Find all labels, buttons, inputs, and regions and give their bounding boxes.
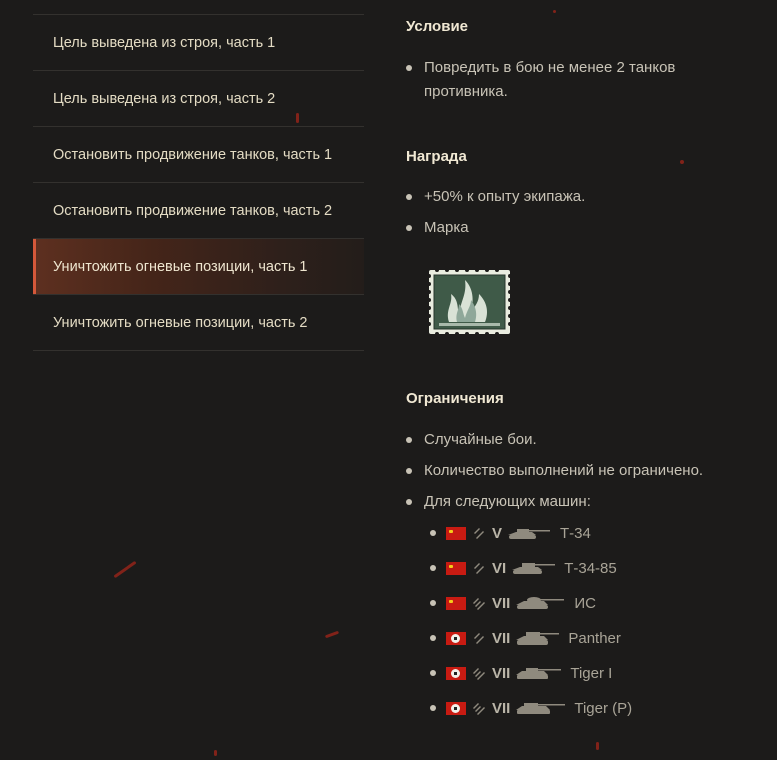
tank-silhouette-icon bbox=[514, 666, 562, 680]
tier-label: VI bbox=[492, 559, 507, 577]
tank-silhouette-icon bbox=[506, 526, 552, 540]
tier-label: VII bbox=[492, 664, 511, 682]
ember-decoration bbox=[553, 10, 556, 13]
medium-tank-class-icon bbox=[472, 525, 486, 541]
vehicle-row[interactable] bbox=[430, 593, 596, 613]
ember-decoration bbox=[214, 750, 217, 756]
ussr-flag-icon bbox=[446, 597, 466, 610]
heavy-tank-class-icon bbox=[472, 700, 486, 716]
ember-decoration bbox=[596, 742, 599, 750]
ember-decoration bbox=[325, 631, 339, 639]
condition-heading: Условие bbox=[406, 18, 469, 35]
heavy-tank-class-icon bbox=[472, 595, 486, 611]
tier-label: V bbox=[492, 524, 503, 542]
reward-item-crew-xp: +50% к опыту экипажа. bbox=[406, 185, 585, 209]
tank-silhouette-icon bbox=[514, 701, 566, 715]
germany-flag-icon bbox=[446, 667, 466, 680]
vehicle-name: Т-34 bbox=[560, 524, 591, 542]
mission-item-destroy-positions-2[interactable]: Уничтожить огневые позиции, часть 2 bbox=[33, 295, 364, 351]
condition-item: Повредить в бою не менее 2 танков противника. bbox=[406, 56, 724, 104]
flame-stamp-icon bbox=[429, 270, 510, 334]
ember-decoration bbox=[113, 561, 136, 578]
vehicle-row[interactable] bbox=[430, 698, 632, 718]
mission-item-target-disabled-1[interactable]: Цель выведена из строя, часть 1 bbox=[33, 15, 364, 71]
vehicle-name: ИС bbox=[574, 594, 596, 612]
heavy-tank-class-icon bbox=[472, 665, 486, 681]
ember-decoration bbox=[680, 160, 684, 164]
mission-list bbox=[33, 14, 364, 351]
ussr-flag-icon bbox=[446, 527, 466, 540]
vehicle-row[interactable] bbox=[430, 523, 591, 543]
germany-flag-icon bbox=[446, 702, 466, 715]
vehicle-name: Tiger I bbox=[570, 664, 613, 682]
restriction-item-vehicles: Для следующих машин: bbox=[406, 490, 591, 514]
medium-tank-class-icon bbox=[472, 560, 486, 576]
reward-item-stamp: Марка bbox=[406, 216, 469, 240]
mission-item-destroy-positions-1[interactable]: Уничтожить огневые позиции, часть 1 bbox=[33, 239, 364, 295]
tier-label: VII bbox=[492, 629, 511, 647]
restrictions-heading: Ограничения bbox=[406, 390, 504, 407]
tier-label: VII bbox=[492, 594, 511, 612]
germany-flag-icon bbox=[446, 632, 466, 645]
reward-heading: Награда bbox=[406, 148, 467, 165]
vehicle-name: Tiger (P) bbox=[574, 699, 633, 717]
vehicle-row[interactable] bbox=[430, 628, 621, 648]
vehicle-row[interactable] bbox=[430, 663, 612, 683]
tank-silhouette-icon bbox=[510, 561, 556, 575]
ussr-flag-icon bbox=[446, 562, 466, 575]
vehicle-name: Panther bbox=[568, 629, 621, 647]
vehicle-row[interactable] bbox=[430, 558, 617, 578]
mission-item-target-disabled-2[interactable]: Цель выведена из строя, часть 2 bbox=[33, 71, 364, 127]
medium-tank-class-icon bbox=[472, 630, 486, 646]
tank-silhouette-icon bbox=[514, 596, 566, 610]
restriction-item-unlimited: Количество выполнений не ограничено. bbox=[406, 459, 703, 483]
vehicle-name: Т-34-85 bbox=[564, 559, 617, 577]
tier-label: VII bbox=[492, 699, 511, 717]
restriction-item-random-battles: Случайные бои. bbox=[406, 428, 537, 452]
mission-item-stop-advance-1[interactable]: Остановить продвижение танков, часть 1 bbox=[33, 127, 364, 183]
mission-item-stop-advance-2[interactable]: Остановить продвижение танков, часть 2 bbox=[33, 183, 364, 239]
tank-silhouette-icon bbox=[514, 630, 560, 646]
